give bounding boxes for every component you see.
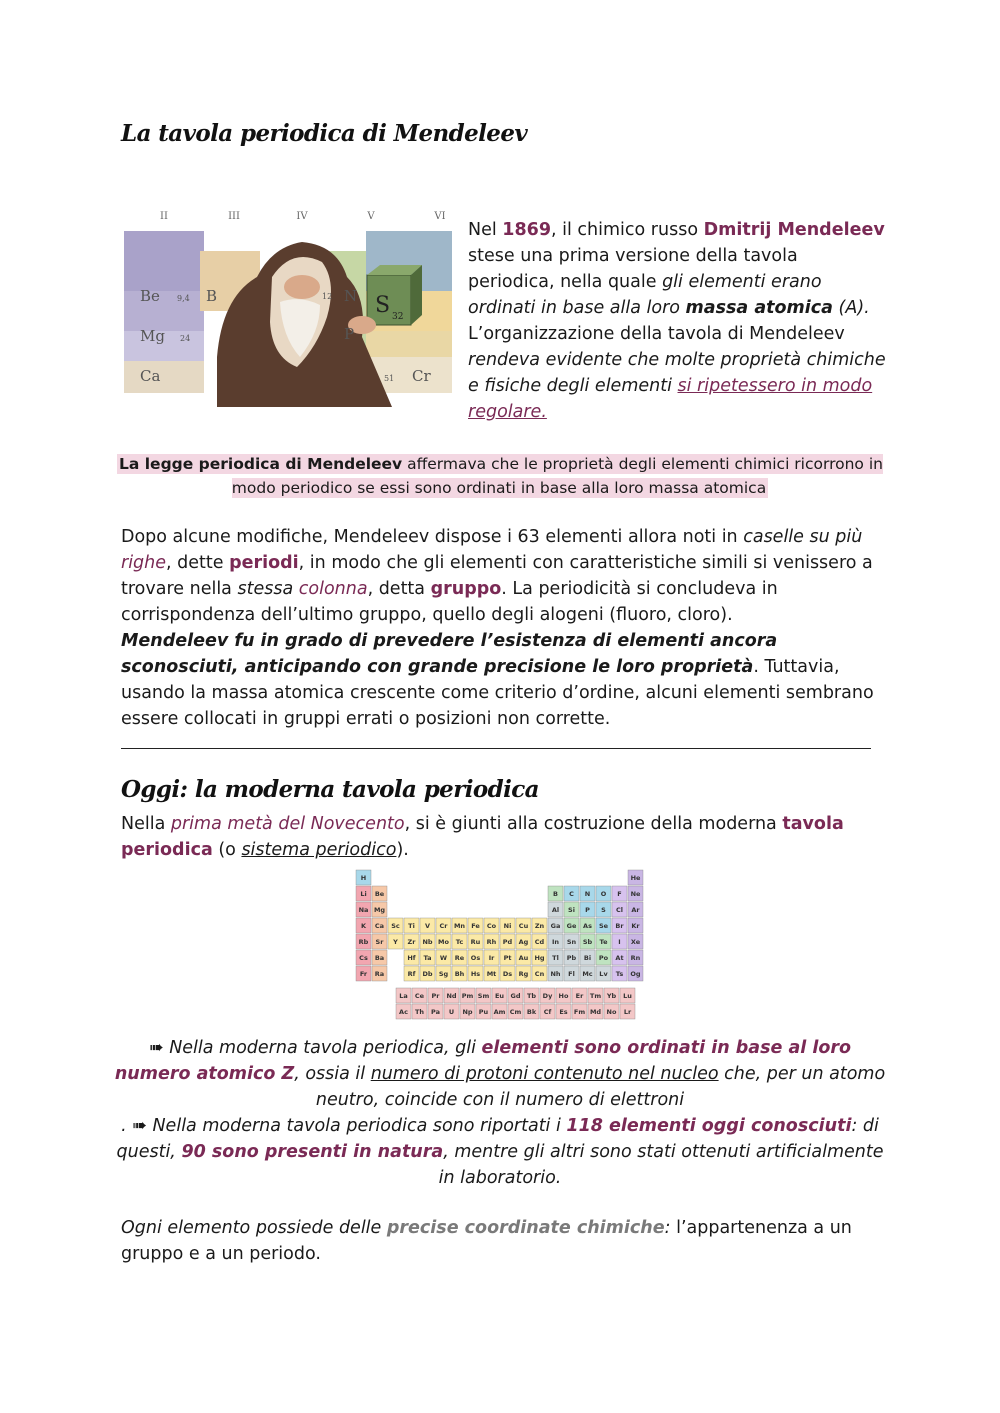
intro-paragraph: [468, 217, 888, 425]
element-symbol-cl: Cl: [616, 906, 623, 914]
element-symbol-mt: Mt: [486, 970, 497, 978]
element-symbol-gd: Gd: [510, 992, 521, 1000]
term-coordinate-chimiche: precise coordinate chimiche: [386, 1218, 665, 1238]
text-italic: :: [664, 1218, 671, 1238]
element-symbol-rn: Rn: [630, 954, 641, 962]
element-symbol-ru: Ru: [470, 938, 481, 946]
closing-paragraph: [121, 1215, 881, 1267]
mendeleev-portrait-illustration: [122, 207, 455, 407]
periodic-table-image: [350, 866, 650, 1030]
cell-ca: Ca: [140, 367, 161, 385]
text: ).: [396, 840, 409, 860]
text: , ossia il: [294, 1064, 371, 1084]
element-symbol-eu: Eu: [494, 992, 505, 1000]
underlined-phrase: numero di protoni contenuto nel nucleo: [370, 1064, 719, 1084]
element-symbol-ge: Ge: [566, 922, 577, 930]
element-symbol-pm: Pm: [461, 992, 474, 1000]
element-symbol-w: W: [439, 954, 448, 962]
group-label-iii: III: [228, 211, 240, 222]
element-symbol-sm: Sm: [477, 992, 490, 1000]
element-symbol-cu: Cu: [518, 922, 529, 930]
cell-be: Be: [140, 287, 160, 305]
element-symbol-br: Br: [615, 922, 624, 930]
element-symbol-no: No: [606, 1008, 617, 1016]
element-symbol-lv: Lv: [599, 970, 608, 978]
element-symbol-as: As: [583, 922, 592, 930]
element-symbol-o: O: [600, 890, 607, 898]
element-symbol-fl: Fl: [568, 970, 575, 978]
element-symbol-sc: Sc: [391, 922, 400, 930]
element-symbol-po: Po: [598, 954, 609, 962]
cell-p: P: [344, 325, 355, 343]
element-symbol-pu: Pu: [478, 1008, 489, 1016]
group-label-v: V: [367, 211, 375, 222]
element-symbol-zn: Zn: [534, 922, 545, 930]
arrow-icon: ➠: [148, 1038, 170, 1058]
text: : di questi,: [116, 1116, 879, 1162]
element-symbol-te: Te: [599, 938, 608, 946]
element-symbol-hf: Hf: [407, 954, 416, 962]
text: , si è giunti alla costruzione della moderna: [404, 814, 783, 834]
element-symbol-i: I: [618, 938, 621, 946]
law-title: La legge periodica di Mendeleev: [119, 455, 403, 473]
element-symbol-ho: Ho: [558, 992, 569, 1000]
text: Nella moderna tavola periodica sono riportati i: [152, 1116, 567, 1136]
text: . Tuttavia, usando la massa atomica crescente come criterio d’ordine, alcuni elementi sembrano essere collocati in gruppi errati o posizioni non corrette.: [121, 657, 874, 729]
element-symbol-ar: Ar: [631, 906, 640, 914]
text-italic: caselle su più: [743, 527, 863, 547]
element-symbol-bi: Bi: [583, 954, 592, 962]
section-divider: [121, 748, 871, 749]
element-symbol-tl: Tl: [552, 954, 559, 962]
element-symbol-li: Li: [360, 890, 367, 898]
law-text: affermava che le proprietà degli elementi chimici ricorrono in modo periodico se essi sono ordinati in base alla loro massa atomica: [231, 455, 883, 497]
element-symbol-ca: Ca: [374, 922, 385, 930]
element-symbol-ne: Ne: [630, 890, 641, 898]
element-symbol-ti: Ti: [408, 922, 415, 930]
element-symbol-ts: Ts: [615, 970, 624, 978]
cube-number: 32: [392, 312, 404, 322]
element-symbol-sg: Sg: [438, 970, 449, 978]
element-symbol-th: Th: [414, 1008, 425, 1016]
element-symbol-rg: Rg: [518, 970, 529, 978]
element-symbol-ac: Ac: [399, 1008, 408, 1016]
highlight-ordering: elementi sono ordinati in base al loro numero atomico Z: [114, 1038, 852, 1084]
cell-cr-number: 51: [384, 374, 395, 383]
element-symbol-b: B: [553, 890, 558, 898]
element-symbol-co: Co: [486, 922, 497, 930]
element-symbol-cn: Cn: [534, 970, 545, 978]
element-symbol-rb: Rb: [358, 938, 369, 946]
mendeleev-paragraph: [121, 524, 881, 732]
element-symbol-n: N: [584, 890, 591, 898]
element-symbol-rh: Rh: [486, 938, 497, 946]
text-italic: rendeva evidente che molte proprietà chimiche e fisiche degli elementi: [468, 350, 886, 396]
element-symbol-ce: Ce: [414, 992, 425, 1000]
element-symbol-sb: Sb: [582, 938, 593, 946]
cell-b: B: [206, 287, 218, 305]
element-symbol-cs: Cs: [359, 954, 368, 962]
text-italic: gli elementi erano ordinati in base alla loro: [468, 272, 822, 318]
element-symbol-tm: Tm: [589, 992, 602, 1000]
element-symbol-yb: Yb: [606, 992, 617, 1000]
element-symbol-au: Au: [518, 954, 529, 962]
element-symbol-ba: Ba: [374, 954, 385, 962]
section-title-modern-table: Oggi: la moderna tavola periodica: [121, 776, 539, 803]
element-symbol-dy: Dy: [542, 992, 553, 1000]
element-symbol-fm: Fm: [573, 1008, 586, 1016]
element-symbol-nh: Nh: [550, 970, 561, 978]
underlined-phrase: si ripetessero in modo regolare.: [468, 376, 873, 422]
year-highlight: 1869: [502, 220, 552, 240]
element-symbol-ta: Ta: [423, 954, 432, 962]
text-italic: (A).: [832, 298, 870, 318]
group-label-ii: II: [160, 211, 168, 222]
element-symbol-am: Am: [493, 1008, 506, 1016]
element-symbol-mo: Mo: [438, 938, 449, 946]
cell-cr: Cr: [412, 367, 431, 385]
element-symbol-y: Y: [393, 938, 398, 946]
element-symbol-kr: Kr: [631, 922, 640, 930]
element-symbol-zr: Zr: [407, 938, 416, 946]
element-symbol-re: Re: [454, 954, 465, 962]
element-symbol-fr: Fr: [359, 970, 368, 978]
element-symbol-u: U: [448, 1008, 455, 1016]
element-symbol-er: Er: [575, 992, 584, 1000]
element-symbol-pd: Pd: [502, 938, 513, 946]
text: , detta: [367, 579, 431, 599]
element-symbol-la: La: [399, 992, 408, 1000]
element-symbol-pb: Pb: [566, 954, 577, 962]
name-highlight: Dmitrij Mendeleev: [703, 220, 885, 240]
cell-mg-number: 24: [180, 334, 191, 343]
element-symbol-na: Na: [358, 906, 369, 914]
text: l’appartenenza a un gruppo e a un periodo.: [121, 1218, 852, 1264]
element-symbol-h: H: [360, 874, 367, 882]
text: Dopo alcune modifiche, Mendeleev dispose i 63 elementi allora noti in: [121, 527, 744, 547]
element-symbol-s: S: [601, 906, 606, 914]
element-symbol-mn: Mn: [453, 922, 466, 930]
element-symbol-md: Md: [589, 1008, 602, 1016]
highlight-118: 118 elementi oggi conosciuti: [566, 1116, 852, 1136]
term-periodi: periodi: [229, 553, 299, 573]
period-highlight: prima metà del Novecento: [170, 814, 405, 834]
element-symbol-se: Se: [598, 922, 609, 930]
cell-be-number: 9,4: [177, 294, 190, 303]
element-symbol-pr: Pr: [431, 992, 440, 1000]
element-symbol-cm: Cm: [509, 1008, 522, 1016]
element-symbol-sr: Sr: [375, 938, 384, 946]
element-symbol-k: K: [360, 922, 367, 930]
element-symbol-si: Si: [568, 906, 575, 914]
element-symbol-al: Al: [551, 906, 560, 914]
modern-intro-paragraph: [121, 811, 881, 863]
element-symbol-es: Es: [559, 1008, 568, 1016]
text-italic: stessa: [237, 579, 299, 599]
bullet-118-elements: [110, 1113, 890, 1191]
element-symbol-v: V: [424, 922, 431, 930]
element-symbol-p: P: [585, 906, 590, 914]
element-symbol-ra: Ra: [374, 970, 385, 978]
element-symbol-he: He: [630, 874, 641, 882]
text: Nella: [121, 814, 171, 834]
section-title-mendeleev: La tavola periodica di Mendeleev: [121, 120, 528, 147]
element-symbol-cf: Cf: [543, 1008, 552, 1016]
arrow-icon: . ➠: [121, 1116, 153, 1136]
element-symbol-og: Og: [630, 970, 641, 978]
group-label-vi: VI: [434, 211, 446, 222]
element-symbol-nd: Nd: [446, 992, 457, 1000]
element-symbol-tb: Tb: [526, 992, 537, 1000]
term-colonna: colonna: [298, 579, 368, 599]
element-symbol-hg: Hg: [534, 954, 545, 962]
text: , in modo che gli elementi con caratteristiche simili si venissero a trovare nella: [121, 553, 873, 599]
element-symbol-sn: Sn: [566, 938, 577, 946]
text: . La periodicità si concludeva in corrispondenza dell’ultimo gruppo, quello degli alogeni (fluoro, cloro).: [121, 579, 778, 625]
element-symbol-ds: Ds: [502, 970, 513, 978]
element-symbol-os: Os: [470, 954, 481, 962]
element-symbol-c: C: [569, 890, 574, 898]
term-massa-atomica: massa atomica: [685, 298, 833, 318]
element-symbol-pa: Pa: [431, 1008, 440, 1016]
term-tavola-periodica: tavola periodica: [121, 814, 844, 860]
element-symbol-mc: Mc: [582, 970, 593, 978]
cube-symbol-s: S: [375, 293, 391, 318]
highlight-90: 90 sono presenti in natura: [181, 1142, 444, 1162]
element-symbol-hs: Hs: [470, 970, 481, 978]
element-symbol-bh: Bh: [454, 970, 465, 978]
text: L’organizzazione della tavola di Mendeleev: [468, 324, 845, 344]
element-symbol-ni: Ni: [503, 922, 512, 930]
element-symbol-cr: Cr: [439, 922, 448, 930]
text-italic: Ogni elemento possiede delle: [121, 1218, 387, 1238]
element-symbol-pt: Pt: [503, 954, 512, 962]
cell-mg: Mg: [140, 327, 165, 345]
text: che, per un atomo neutro, coincide con il numero di elettroni: [315, 1064, 886, 1110]
element-symbol-rf: Rf: [407, 970, 416, 978]
periodic-law-box: [100, 452, 900, 500]
element-symbol-db: Db: [422, 970, 433, 978]
element-symbol-in: In: [551, 938, 560, 946]
text: stese una prima versione della tavola periodica, nella quale: [468, 246, 798, 292]
element-symbol-f: F: [617, 890, 622, 898]
bullet-atomic-number: [110, 1035, 890, 1113]
text: , dette: [166, 553, 230, 573]
element-symbol-at: At: [615, 954, 624, 962]
element-symbol-ga: Ga: [550, 922, 561, 930]
term-righe: righe: [121, 553, 167, 573]
element-symbol-ir: Ir: [488, 954, 495, 962]
element-symbol-bk: Bk: [526, 1008, 537, 1016]
element-symbol-lu: Lu: [623, 992, 632, 1000]
element-symbol-be: Be: [374, 890, 385, 898]
modern-bullets: [110, 1035, 890, 1191]
element-symbol-fe: Fe: [471, 922, 480, 930]
term-gruppo: gruppo: [430, 579, 502, 599]
text: , mentre gli altri sono stati ottenuti artificialmente in laboratorio.: [438, 1142, 884, 1188]
prediction-statement: Mendeleev fu in grado di prevedere l’esistenza di elementi ancora sconosciuti, anticipando con grande precisione le loro proprietà: [121, 631, 778, 677]
element-symbol-lr: Lr: [623, 1008, 632, 1016]
text: Nel: [468, 220, 503, 240]
group-label-iv: IV: [296, 211, 308, 222]
text: (o: [212, 840, 242, 860]
element-symbol-mg: Mg: [373, 906, 386, 914]
element-symbol-tc: Tc: [455, 938, 464, 946]
element-symbol-cd: Cd: [534, 938, 545, 946]
element-symbol-nb: Nb: [422, 938, 433, 946]
text: , il chimico russo: [551, 220, 704, 240]
element-symbol-xe: Xe: [630, 938, 641, 946]
element-symbol-np: Np: [462, 1008, 473, 1016]
cell-n: N: [344, 287, 358, 305]
cell-n-number: 12: [322, 292, 333, 301]
term-sistema-periodico: sistema periodico: [241, 840, 397, 860]
text: Nella moderna tavola periodica, gli: [169, 1038, 482, 1058]
element-symbol-ag: Ag: [518, 938, 529, 946]
